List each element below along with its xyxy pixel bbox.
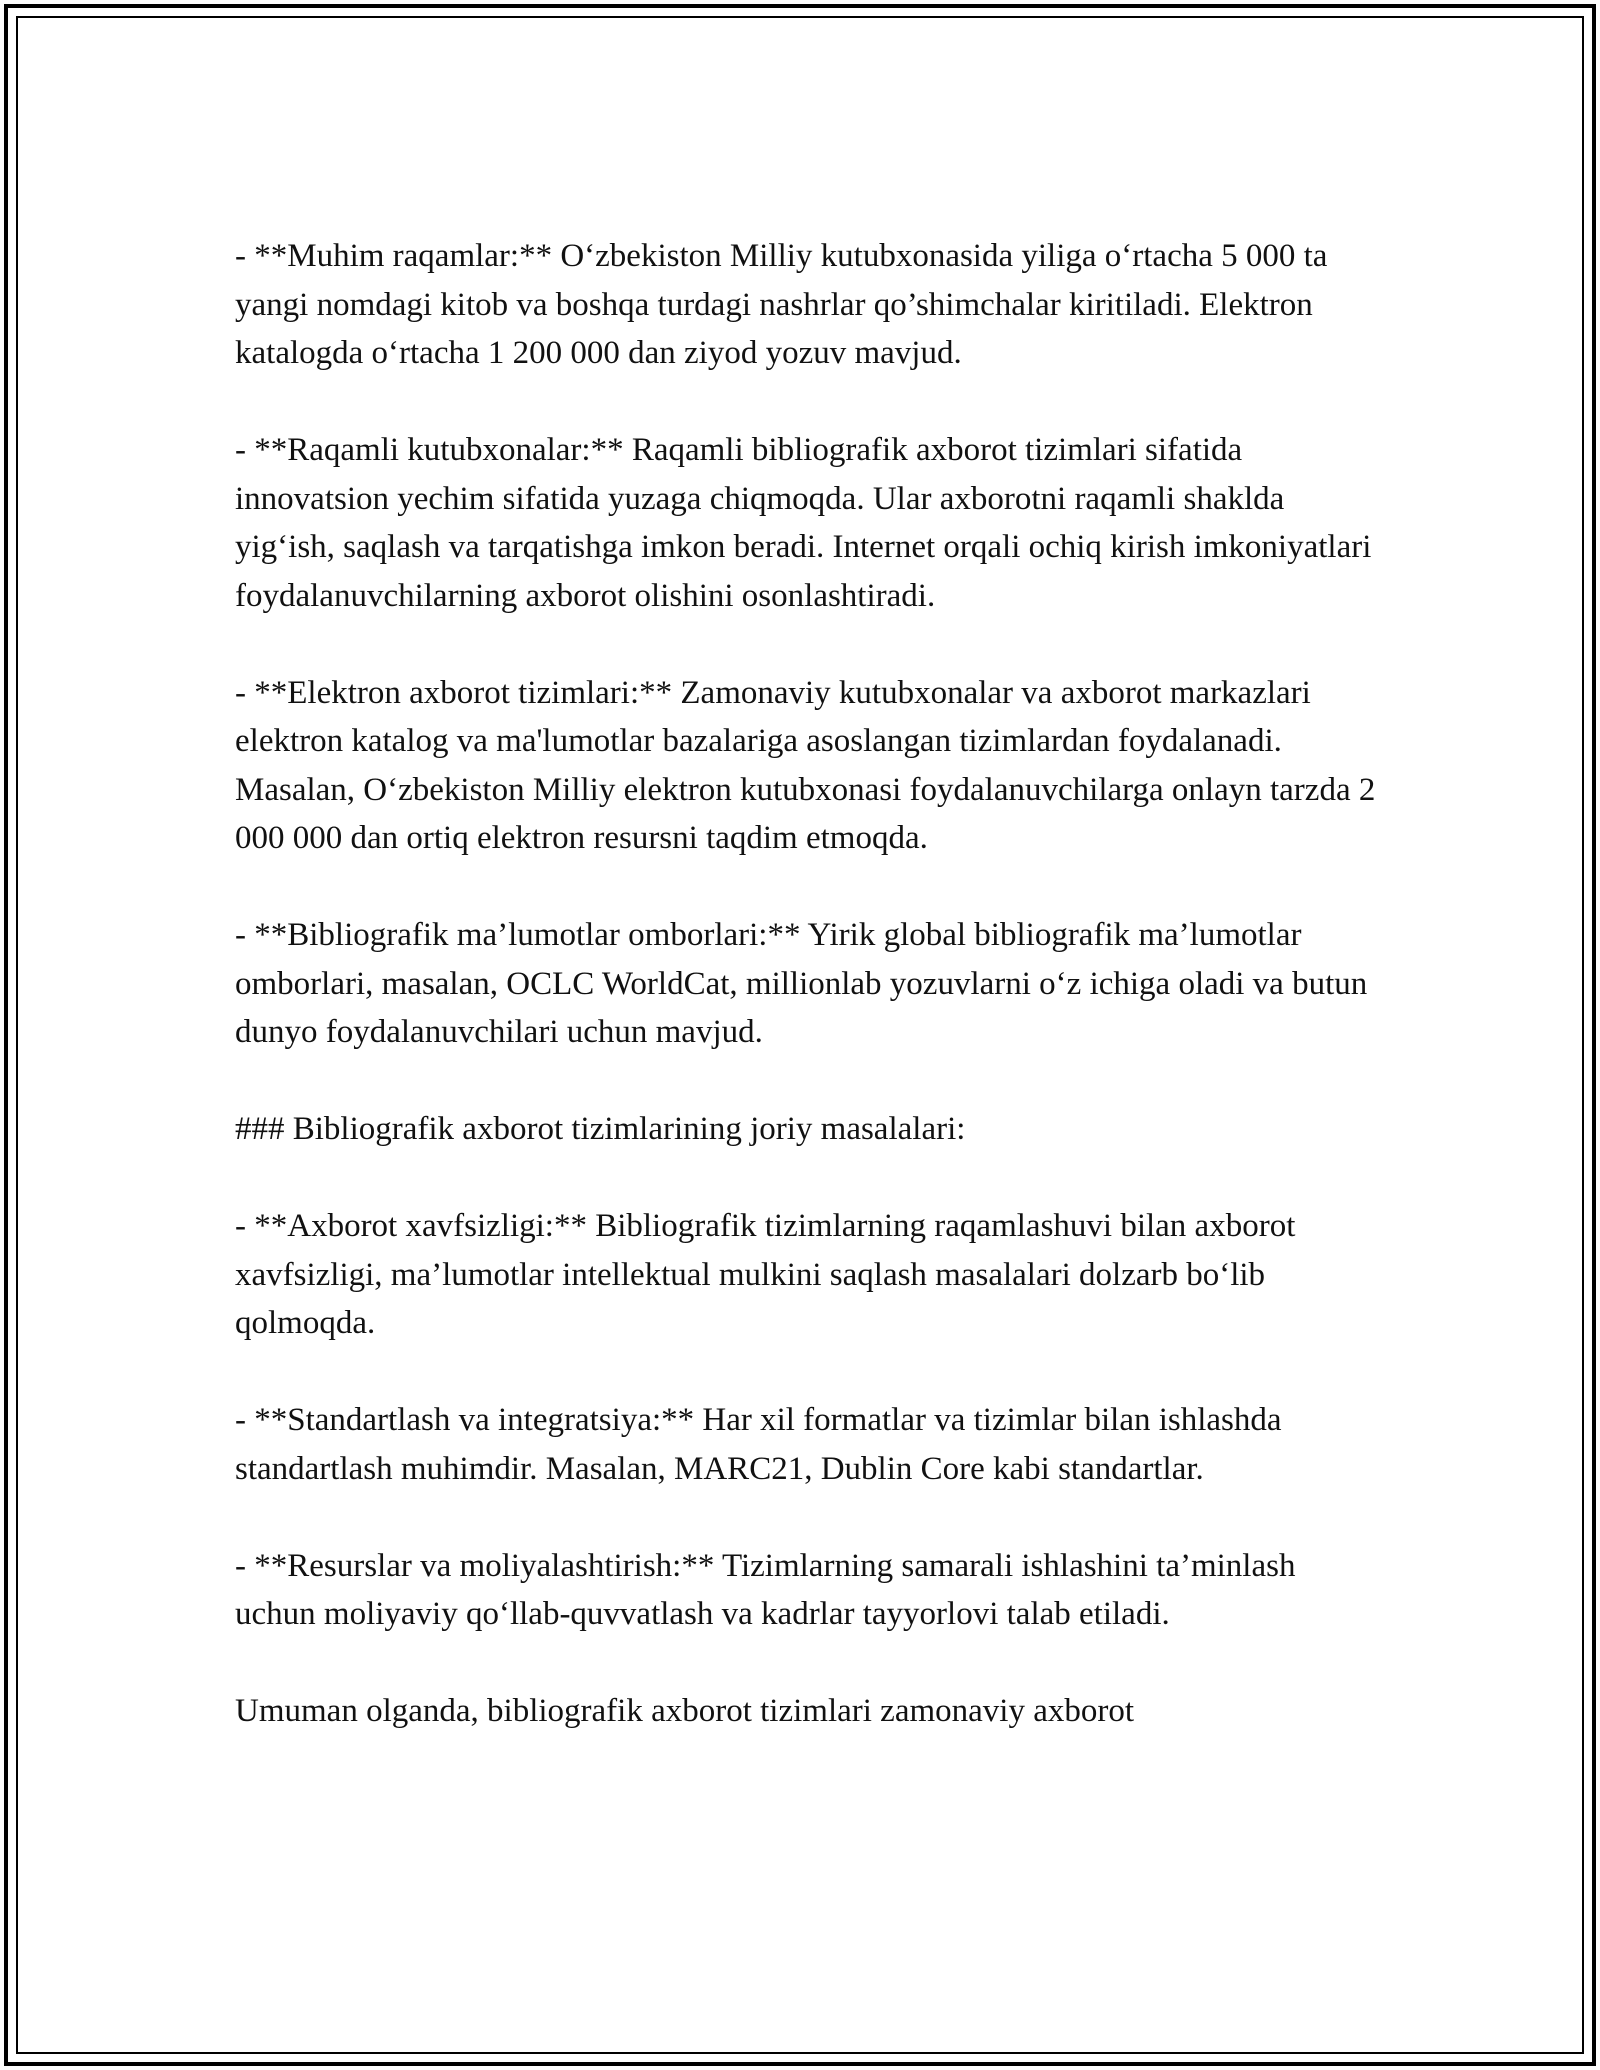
paragraph-elektron-axborot-tizimlari: - **Elektron axborot tizimlari:** Zamonaviy kutubxonalar va axborot markazlari elektron katalog va ma'lumotlar bazalariga asoslangan tizimlardan foydalanadi. Masalan, O‘zbekiston Milliy elektron kutubxonasi foydalanuvchilarga onlayn tarzda 2 000 000 dan ortiq elektron resursni taqdim etmoqda. (235, 674, 1376, 856)
paragraph-conclusion: Umuman olganda, bibliografik axborot tizimlari zamonaviy axborot (235, 1693, 1135, 1729)
paragraph-standartlash-va-integratsiya: - **Standartlash va integratsiya:** Har xil formatlar va tizimlar bilan ishlashda standartlash muhimdir. Masalan, MARC21, Dublin Core kabi standartlar. (235, 1402, 1282, 1487)
document-body (235, 232, 1380, 1736)
paragraph-raqamli-kutubxonalar: - **Raqamli kutubxonalar:** Raqamli bibliografik axborot tizimlari sifatida innovatsion yechim sifatida yuzaga chiqmoqda. Ular axborotni raqamli shaklda yig‘ish, saqlash va tarqatishga imkon beradi. Internet orqali ochiq kirish imkoniyatlari foydalanuvchilarning axborot olishini osonlashtiradi. (235, 432, 1372, 614)
paragraph-bibliografik-malumotlar-omborlari: - **Bibliografik ma’lumotlar omborlari:** Yirik global bibliografik ma’lumotlar omborlari, masalan, OCLC WorldCat, millionlab yozuvlarni o‘z ichiga oladi va butun dunyo foydalanuvchilari uchun mavjud. (235, 917, 1368, 1050)
section-heading-joriy-masalalari: ### Bibliografik axborot tizimlarining joriy masalalari: (235, 1111, 966, 1147)
paragraph-muhim-raqamlar: - **Muhim raqamlar:** O‘zbekiston Milliy kutubxonasida yiliga o‘rtacha 5 000 ta yangi nomdagi kitob va boshqa turdagi nashrlar qo’shimchalar kiritiladi. Elektron katalogda o‘rtacha 1 200 000 dan ziyod yozuv mavjud. (235, 238, 1328, 371)
paragraph-resurslar-va-moliyalashtirish: - **Resurslar va moliyalashtirish:** Tizimlarning samarali ishlashini ta’minlash uchun moliyaviy qo‘llab-quvvatlash va kadrlar tayyorlovi talab etiladi. (235, 1547, 1296, 1632)
paragraph-axborot-xavfsizligi: - **Axborot xavfsizligi:** Bibliografik tizimlarning raqamlashuvi bilan axborot xavfsizligi, ma’lumotlar intellektual mulkini saqlash masalalari dolzarb bo‘lib qolmoqda. (235, 1208, 1296, 1341)
